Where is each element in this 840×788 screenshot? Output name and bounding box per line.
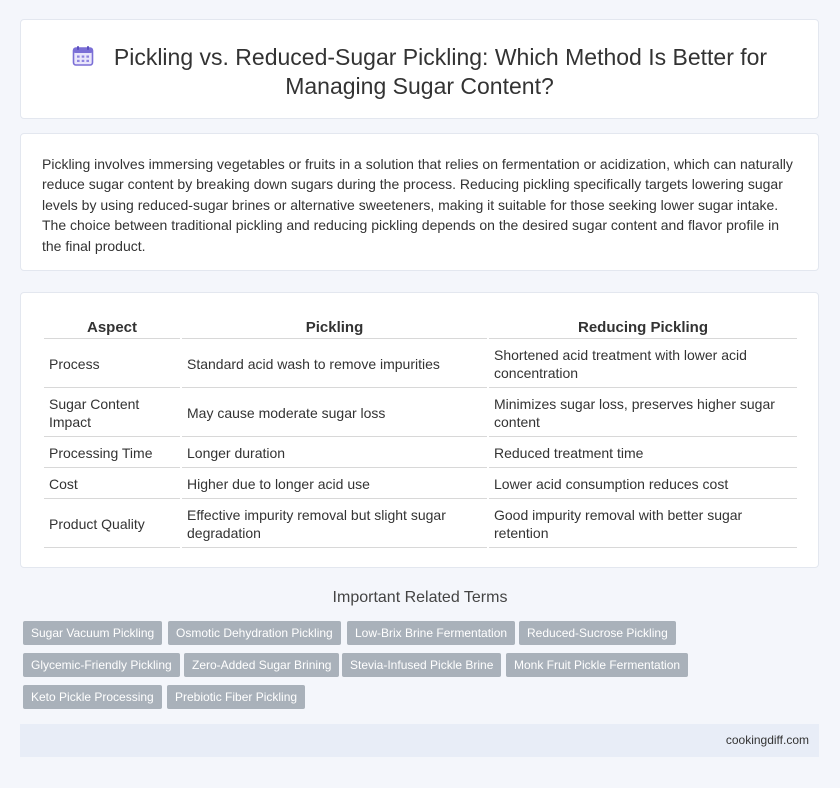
related-term-tag[interactable]: Reduced-Sucrose Pickling: [519, 621, 676, 645]
table-cell: Reduced treatment time: [489, 439, 797, 468]
table-row: [44, 341, 797, 388]
table-row: [44, 501, 797, 548]
header-pickling: Pickling: [182, 318, 487, 339]
calendar-icon: [72, 45, 94, 67]
table-cell: Effective impurity removal but slight sugar degradation: [182, 501, 487, 548]
related-term-tag[interactable]: Prebiotic Fiber Pickling: [167, 685, 305, 709]
table-cell: May cause moderate sugar loss: [182, 390, 487, 437]
related-term-tag[interactable]: Sugar Vacuum Pickling: [23, 621, 162, 645]
comparison-card: [20, 292, 819, 568]
header-aspect: Aspect: [44, 318, 180, 339]
intro-paragraph: Pickling involves immersing vegetables or fruits in a solution that relies on fermentation or acidization, which can naturally reduce sugar content by breaking down sugars during the process. Reducing pickling specifically targets lowering sugar levels by using reduced-sugar brines or alternative sweeteners, making it suitable for those seeking lower sugar intake. The choice between traditional pickling and reducing pickling depends on the desired sugar content and flavor profile in the final product.: [42, 156, 793, 254]
table-cell: Cost: [44, 470, 180, 499]
table-cell: Processing Time: [44, 439, 180, 468]
related-term-tag[interactable]: Glycemic-Friendly Pickling: [23, 653, 180, 677]
table-cell: Product Quality: [44, 501, 180, 548]
table-row: [44, 470, 797, 499]
related-term-tag[interactable]: Stevia-Infused Pickle Brine: [342, 653, 501, 677]
table-cell: Longer duration: [182, 439, 487, 468]
comparison-table: [42, 316, 799, 550]
page-title: [21, 43, 818, 101]
related-term-tag[interactable]: Monk Fruit Pickle Fermentation: [506, 653, 688, 677]
intro-card: [20, 133, 819, 271]
related-terms-heading: Important Related Terms: [332, 589, 508, 606]
page-title-text: Pickling vs. Reduced-Sugar Pickling: Which Method Is Better for Managing Sugar Content?: [113, 44, 768, 99]
related-term-tag[interactable]: Osmotic Dehydration Pickling: [168, 621, 341, 645]
table-cell: Sugar Content Impact: [44, 390, 180, 437]
table-cell: Standard acid wash to remove impurities: [182, 341, 487, 388]
table-cell: Shortened acid treatment with lower acid concentration: [489, 341, 797, 388]
table-cell: Minimizes sugar loss, preserves higher sugar content: [489, 390, 797, 437]
title-card: [20, 19, 819, 119]
related-term-tag[interactable]: Keto Pickle Processing: [23, 685, 162, 709]
footer-site-link[interactable]: cookingdiff.com: [725, 733, 809, 747]
header-reducing-pickling: Reducing Pickling: [489, 318, 797, 339]
table-header-row: [44, 318, 797, 339]
table-cell: Good impurity removal with better sugar retention: [489, 501, 797, 548]
footer-bar: [20, 724, 819, 757]
table-cell: Process: [44, 341, 180, 388]
table-cell: Higher due to longer acid use: [182, 470, 487, 499]
table-row: [44, 439, 797, 468]
table-cell: Lower acid consumption reduces cost: [489, 470, 797, 499]
related-term-tag[interactable]: Zero-Added Sugar Brining: [184, 653, 339, 677]
related-term-tag[interactable]: Low-Brix Brine Fermentation: [347, 621, 515, 645]
table-row: [44, 390, 797, 437]
